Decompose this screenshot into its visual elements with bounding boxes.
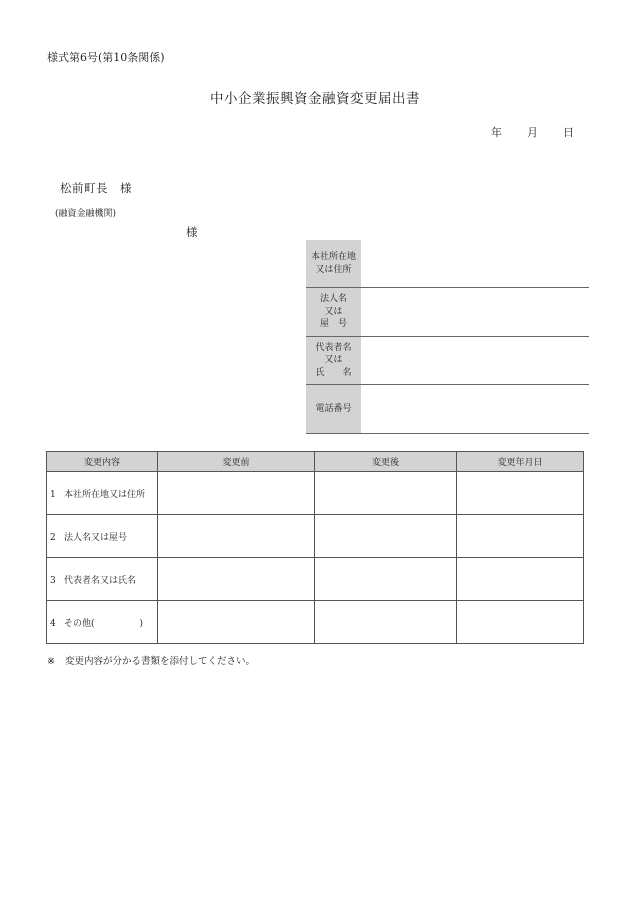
change-item-cell: [47, 558, 158, 601]
header-before: 変更前: [158, 452, 315, 472]
label-line: 代表者名: [315, 342, 352, 353]
applicant-name-label: [306, 288, 361, 336]
item-label: 法人名又は屋号: [64, 532, 128, 543]
applicant-row-phone: [306, 385, 589, 434]
label-line: 又は: [324, 355, 343, 366]
item-label: 代表者名又は氏名: [64, 575, 137, 586]
document-title: 中小企業振興資金融資変更届出書: [210, 91, 420, 107]
change-date-cell[interactable]: [457, 601, 584, 644]
institution-label: (融資金融機関): [55, 209, 117, 219]
addressee: 松前町長 様: [60, 181, 132, 195]
item-number: 4: [50, 618, 56, 629]
attachment-note: [47, 653, 255, 667]
table-row: [47, 601, 584, 644]
before-cell[interactable]: [158, 515, 315, 558]
date-day-label: 日: [563, 126, 574, 139]
item-number: 2: [50, 532, 56, 543]
institution-honorific: 様: [186, 225, 198, 239]
applicant-phone-label: [306, 385, 361, 433]
label-line: 又は住所: [315, 264, 352, 275]
after-cell[interactable]: [315, 472, 457, 515]
header-change-content: 変更内容: [47, 452, 158, 472]
change-date-cell[interactable]: [457, 558, 584, 601]
note-text: 変更内容が分かる書類を添付してください。: [65, 656, 256, 667]
date-year-label: 年: [491, 126, 502, 139]
header-change-date: 変更年月日: [457, 452, 584, 472]
item-label: その他( ): [64, 618, 144, 629]
applicant-phone-field[interactable]: [361, 385, 589, 433]
label-line: 又は: [324, 306, 343, 317]
applicant-row-name: [306, 288, 589, 337]
change-table: [46, 451, 584, 644]
change-item-cell: [47, 515, 158, 558]
date-month-label: 月: [527, 126, 538, 139]
change-date-cell[interactable]: [457, 472, 584, 515]
before-cell[interactable]: [158, 601, 315, 644]
table-row: [47, 558, 584, 601]
after-cell[interactable]: [315, 558, 457, 601]
change-item-cell: [47, 601, 158, 644]
label-line: 法人名: [319, 294, 347, 305]
change-date-cell[interactable]: [457, 515, 584, 558]
before-cell[interactable]: [158, 558, 315, 601]
change-item-cell: [47, 472, 158, 515]
applicant-address-field[interactable]: [361, 240, 589, 287]
change-table-header: [47, 452, 584, 472]
label-line: 本社所在地: [310, 252, 356, 262]
item-number: 3: [50, 575, 56, 586]
item-label: 本社所在地又は住所: [64, 489, 146, 500]
applicant-info-block: [306, 240, 589, 434]
applicant-address-label: [306, 240, 361, 287]
applicant-row-address: [306, 240, 589, 288]
form-number: 様式第6号(第10条関係): [47, 51, 165, 64]
label-line: 屋 号: [319, 319, 347, 330]
header-after: 変更後: [315, 452, 457, 472]
label-line: 電話番号: [315, 403, 352, 414]
label-line: 氏 名: [315, 367, 352, 378]
item-number: 1: [50, 489, 56, 500]
applicant-representative-label: [306, 337, 361, 384]
table-row: [47, 515, 584, 558]
before-cell[interactable]: [158, 472, 315, 515]
applicant-name-field[interactable]: [361, 288, 589, 336]
note-mark: ※: [47, 656, 55, 667]
applicant-row-representative: [306, 337, 589, 385]
after-cell[interactable]: [315, 601, 457, 644]
applicant-representative-field[interactable]: [361, 337, 589, 384]
after-cell[interactable]: [315, 515, 457, 558]
table-row: [47, 472, 584, 515]
